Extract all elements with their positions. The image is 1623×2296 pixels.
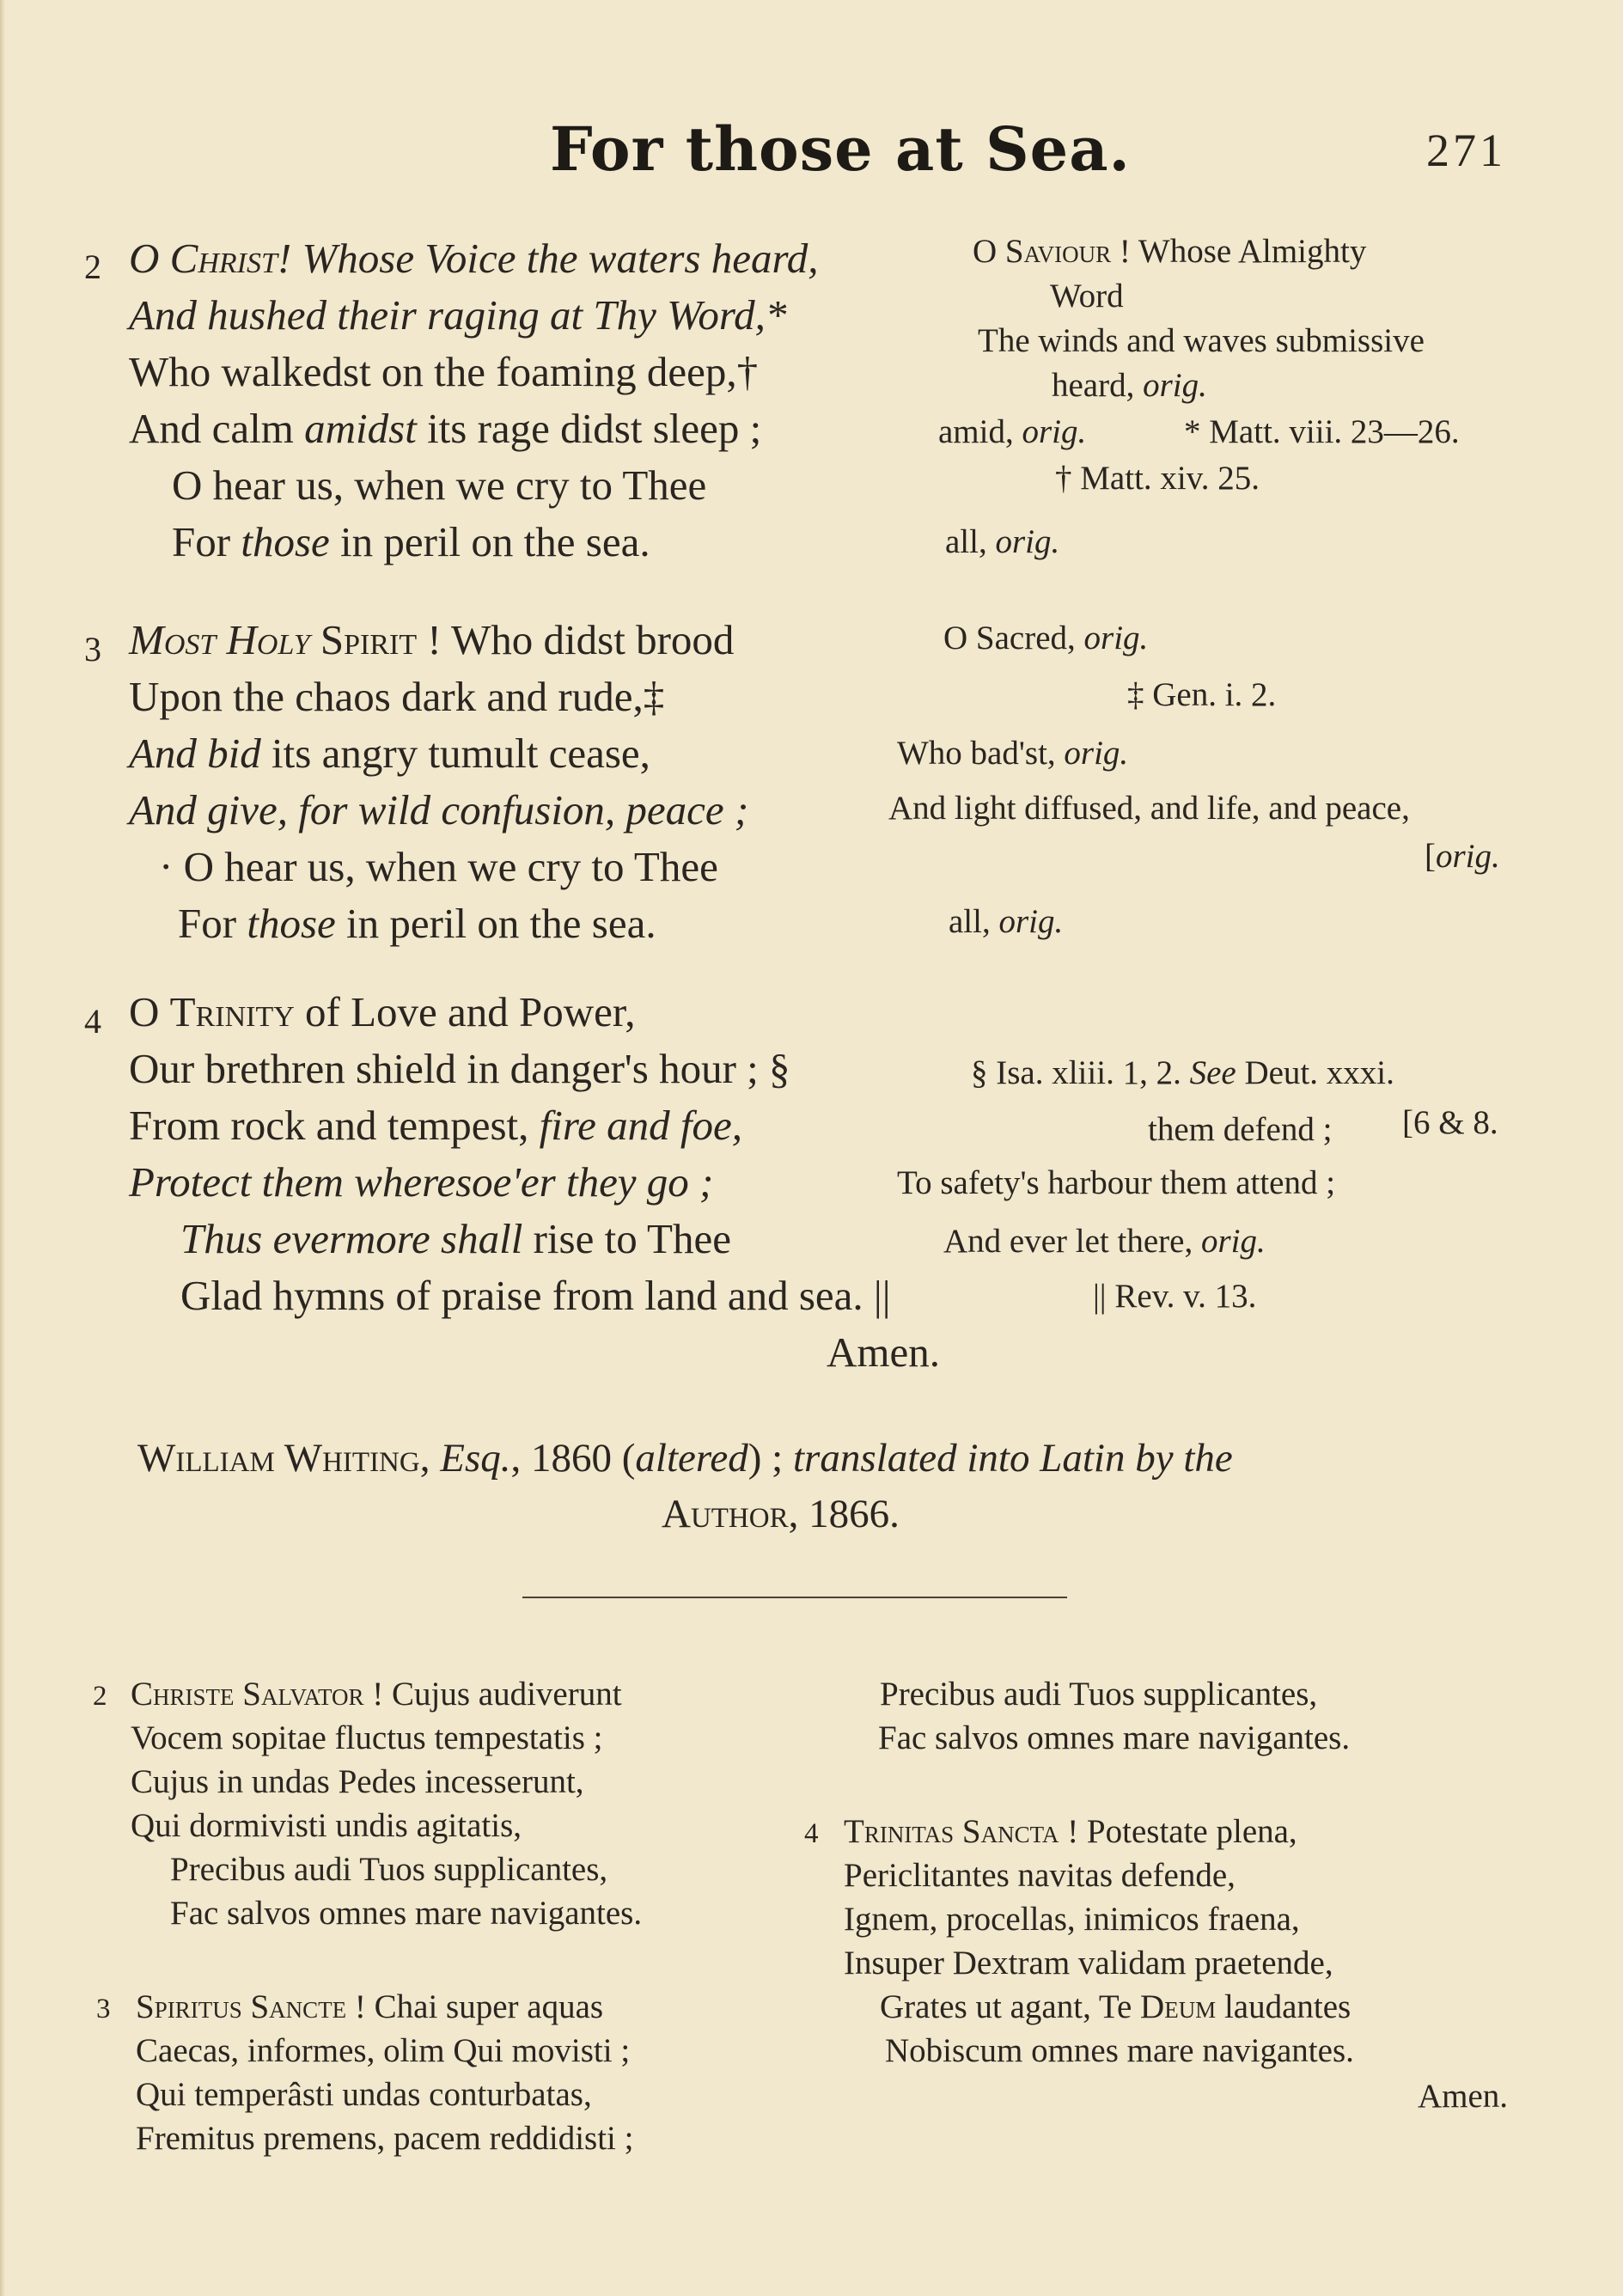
verse-line: And give, for wild confusion, peace ; bbox=[129, 786, 749, 834]
verse-line: Caecas, informes, olim Qui movisti ; bbox=[136, 2032, 631, 2069]
note-line: amid, orig. bbox=[938, 413, 1087, 450]
verse-line: Most Holy Spirit ! Who didst brood bbox=[129, 616, 735, 663]
verse-line: · O hear us, when we cry to Thee bbox=[159, 843, 718, 890]
verse-line: Grates ut agant, Te Deum laudantes bbox=[880, 1988, 1351, 2025]
stanza-number: 4 bbox=[804, 1818, 819, 1849]
note-line: The winds and waves submissive bbox=[978, 322, 1425, 359]
verse-line: Periclitantes navitas defende, bbox=[844, 1857, 1236, 1894]
verse-line: O hear us, when we cry to Thee bbox=[172, 461, 707, 509]
page-edge-shadow bbox=[0, 0, 5, 2296]
verse-line: And hushed their raging at Thy Word,* bbox=[129, 291, 787, 339]
note-line: § Isa. xliii. 1, 2. See Deut. xxxi. bbox=[971, 1054, 1394, 1091]
verse-line: Christe Salvator ! Cujus audiverunt bbox=[131, 1676, 622, 1713]
verse-line: Protect them wheresoe'er they go ; bbox=[129, 1158, 714, 1206]
verse-line: Who walkedst on the foaming deep,† bbox=[129, 348, 759, 395]
verse-line: Ignem, procellas, inimicos fraena, bbox=[844, 1901, 1300, 1938]
amen: Amen. bbox=[827, 1328, 940, 1376]
stanza-number: 2 bbox=[84, 247, 101, 286]
verse-line: From rock and tempest, fire and foe, bbox=[129, 1102, 742, 1149]
verse-line: Qui temperâsti undas conturbatas, bbox=[136, 2076, 592, 2113]
note-line: O Sacred, orig. bbox=[943, 620, 1149, 656]
note-line: || Rev. v. 13. bbox=[1093, 1278, 1257, 1315]
section-divider bbox=[522, 1597, 1067, 1598]
verse-line: And bid its angry tumult cease, bbox=[129, 730, 650, 777]
verse-line: Our brethren shield in danger's hour ; § bbox=[129, 1045, 790, 1092]
note-line: Who bad'st, orig. bbox=[897, 735, 1129, 772]
attribution-line-2: Author, 1866. bbox=[662, 1492, 900, 1536]
note-line: † Matt. xiv. 25. bbox=[1055, 460, 1260, 497]
stanza-number: 3 bbox=[84, 630, 101, 669]
note-line: O Saviour ! Whose Almighty bbox=[973, 233, 1367, 270]
verse-line: O Christ! Whose Voice the waters heard, bbox=[129, 235, 819, 282]
page-title: For those at Sea. bbox=[550, 113, 1131, 185]
verse-line: Vocem sopitae fluctus tempestatis ; bbox=[131, 1719, 603, 1756]
verse-line: For those in peril on the sea. bbox=[178, 900, 656, 947]
note-line: And ever let there, orig. bbox=[943, 1223, 1266, 1260]
stanza-number: 4 bbox=[84, 1002, 101, 1041]
note-line: Word bbox=[1050, 278, 1124, 314]
verse-line: Thus evermore shall rise to Thee bbox=[180, 1215, 731, 1262]
verse-line: Cujus in undas Pedes incesserunt, bbox=[131, 1763, 584, 1800]
note-line: heard, orig. bbox=[1052, 367, 1207, 404]
page-number: 271 bbox=[1426, 125, 1506, 176]
note-line: ‡ Gen. i. 2. bbox=[1127, 676, 1277, 713]
note-line: all, orig. bbox=[949, 903, 1064, 940]
note-line: all, orig. bbox=[945, 523, 1060, 560]
verse-line: Qui dormivisti undis agitatis, bbox=[131, 1807, 522, 1844]
verse-line: Upon the chaos dark and rude,‡ bbox=[129, 673, 665, 720]
verse-line: Nobiscum omnes mare navigantes. bbox=[885, 2032, 1354, 2069]
verse-line: Fremitus premens, pacem reddidisti ; bbox=[136, 2120, 634, 2157]
note-line: To safety's harbour them attend ; bbox=[897, 1164, 1336, 1201]
verse-line: Insuper Dextram validam praetende, bbox=[844, 1945, 1333, 1982]
stanza-number: 3 bbox=[96, 1994, 111, 2024]
note-line: them defend ; bbox=[1148, 1111, 1333, 1148]
verse-line: Precibus audi Tuos supplicantes, bbox=[880, 1676, 1318, 1713]
note-line: And light diffused, and life, and peace, bbox=[888, 790, 1410, 827]
stanza-number: 2 bbox=[93, 1681, 107, 1712]
note-line: * Matt. viii. 23—26. bbox=[1184, 413, 1460, 450]
amen: Amen. bbox=[1418, 2078, 1509, 2115]
verse-line: Fac salvos omnes mare navigantes. bbox=[170, 1895, 643, 1932]
note-line: [6 & 8. bbox=[1402, 1104, 1498, 1141]
attribution-line-1: William Whiting, Esq., 1860 (altered) ; translated into Latin by the bbox=[137, 1436, 1233, 1481]
verse-line: Fac salvos omnes mare navigantes. bbox=[878, 1719, 1351, 1756]
verse-line: Spiritus Sancte ! Chai super aquas bbox=[136, 1988, 604, 2025]
note-line: [orig. bbox=[1425, 838, 1500, 875]
verse-line: For those in peril on the sea. bbox=[172, 518, 650, 565]
verse-line: O Trinity of Love and Power, bbox=[129, 988, 636, 1035]
verse-line: And calm amidst its rage didst sleep ; bbox=[129, 405, 762, 452]
verse-line: Trinitas Sancta ! Potestate plena, bbox=[844, 1813, 1297, 1850]
verse-line: Precibus audi Tuos supplicantes, bbox=[170, 1851, 608, 1888]
verse-line: Glad hymns of praise from land and sea. || bbox=[180, 1272, 891, 1319]
